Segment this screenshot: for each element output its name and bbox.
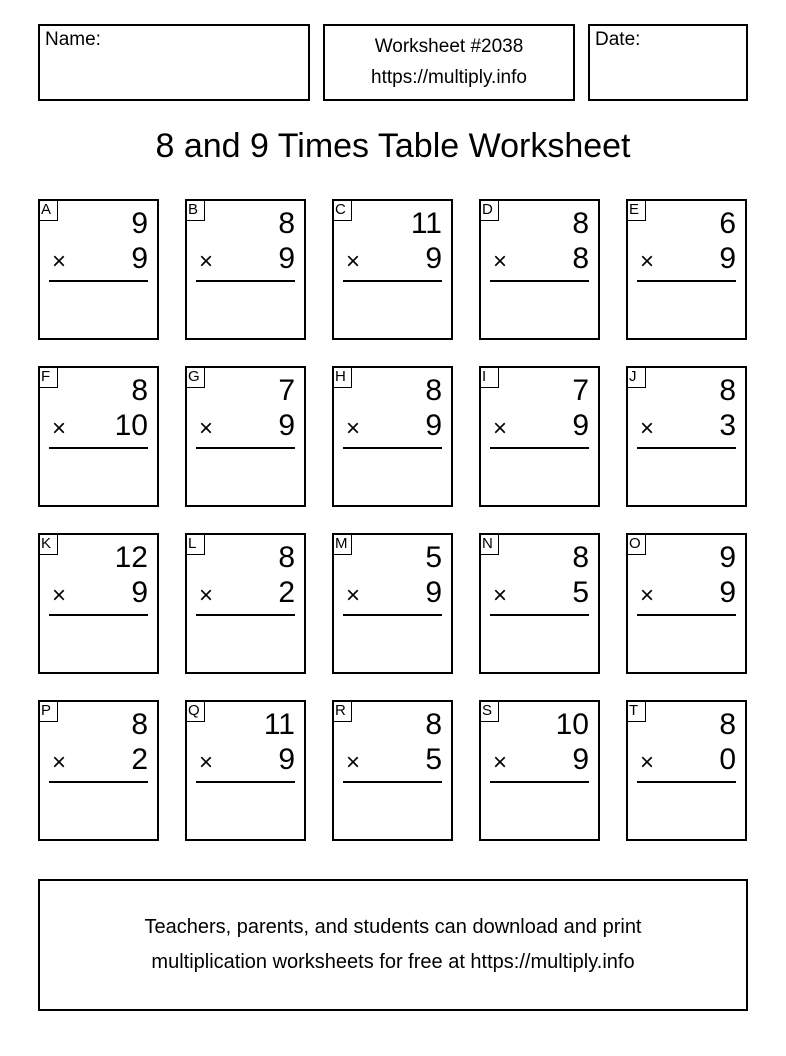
times-sign: × <box>52 415 67 442</box>
multiplier: 8 <box>572 242 589 275</box>
answer-line <box>490 280 589 282</box>
times-sign: × <box>493 749 508 776</box>
problem-card <box>185 700 306 841</box>
multiplicand: 11 <box>410 207 442 240</box>
times-sign: × <box>346 248 361 275</box>
multiplier: 5 <box>572 576 589 609</box>
answer-line <box>196 781 295 783</box>
multiplicand: 9 <box>719 541 736 574</box>
times-sign: × <box>640 248 655 275</box>
answer-line <box>637 447 736 449</box>
problem-letter: R <box>332 700 352 722</box>
answer-line <box>637 781 736 783</box>
times-sign: × <box>199 749 214 776</box>
multiplier: 5 <box>425 743 442 776</box>
answer-line <box>49 280 148 282</box>
problem-card <box>185 533 306 674</box>
times-sign: × <box>346 749 361 776</box>
problem-letter: I <box>479 366 499 388</box>
times-sign: × <box>52 582 67 609</box>
problem-card <box>479 199 600 340</box>
problem-letter: J <box>626 366 646 388</box>
multiplicand: 9 <box>131 207 148 240</box>
times-sign: × <box>640 415 655 442</box>
multiplier: 0 <box>719 743 736 776</box>
answer-line <box>490 614 589 616</box>
problem-card <box>38 700 159 841</box>
problem-card <box>626 700 747 841</box>
multiplier: 9 <box>278 743 295 776</box>
page-title: 8 and 9 Times Table Worksheet <box>155 127 631 165</box>
problem-card <box>332 533 453 674</box>
multiplier: 10 <box>114 409 148 442</box>
problem-letter: M <box>332 533 352 555</box>
multiplicand: 8 <box>572 207 589 240</box>
times-sign: × <box>346 582 361 609</box>
times-sign: × <box>493 582 508 609</box>
problem-card <box>479 700 600 841</box>
answer-line <box>637 614 736 616</box>
multiplicand: 8 <box>719 374 736 407</box>
times-sign: × <box>493 248 508 275</box>
footer-box <box>38 879 748 1011</box>
multiplicand: 8 <box>425 374 442 407</box>
problem-letter: G <box>185 366 205 388</box>
multiplicand: 8 <box>425 708 442 741</box>
answer-line <box>343 614 442 616</box>
problem-letter: L <box>185 533 205 555</box>
problem-card <box>626 199 747 340</box>
problem-letter: A <box>38 199 58 221</box>
multiplier: 9 <box>278 409 295 442</box>
multiplier: 9 <box>278 242 295 275</box>
multiplier: 3 <box>719 409 736 442</box>
multiplier: 9 <box>572 743 589 776</box>
multiplicand: 12 <box>114 541 148 574</box>
multiplicand: 8 <box>278 207 295 240</box>
times-sign: × <box>199 582 214 609</box>
answer-line <box>49 447 148 449</box>
answer-line <box>49 614 148 616</box>
worksheet-number: Worksheet #2038 <box>374 36 524 57</box>
answer-line <box>637 280 736 282</box>
problem-card <box>332 366 453 507</box>
answer-line <box>343 280 442 282</box>
multiplier: 2 <box>278 576 295 609</box>
date-box <box>588 24 748 101</box>
multiplier: 9 <box>131 242 148 275</box>
answer-line <box>196 447 295 449</box>
multiplicand: 7 <box>278 374 295 407</box>
problem-letter: P <box>38 700 58 722</box>
multiplicand: 5 <box>425 541 442 574</box>
problem-card <box>479 533 600 674</box>
multiplier: 9 <box>719 576 736 609</box>
multiplicand: 7 <box>572 374 589 407</box>
multiplier: 9 <box>572 409 589 442</box>
problem-card <box>185 199 306 340</box>
problem-letter: C <box>332 199 352 221</box>
multiplier: 9 <box>131 576 148 609</box>
multiplicand: 11 <box>263 708 295 741</box>
times-sign: × <box>199 248 214 275</box>
multiplicand: 8 <box>278 541 295 574</box>
multiplier: 9 <box>425 409 442 442</box>
problem-card <box>479 366 600 507</box>
footer-line-2: multiplication worksheets for free at https://multiply.info <box>151 951 635 973</box>
times-sign: × <box>52 248 67 275</box>
answer-line <box>343 781 442 783</box>
problem-card <box>38 199 159 340</box>
times-sign: × <box>52 749 67 776</box>
problem-letter: O <box>626 533 646 555</box>
problem-letter: K <box>38 533 58 555</box>
problem-letter: B <box>185 199 205 221</box>
problem-letter: E <box>626 199 646 221</box>
multiplier: 9 <box>425 576 442 609</box>
multiplicand: 8 <box>572 541 589 574</box>
problem-letter: D <box>479 199 499 221</box>
times-sign: × <box>346 415 361 442</box>
multiplicand: 8 <box>719 708 736 741</box>
multiplicand: 6 <box>719 207 736 240</box>
multiplicand: 10 <box>555 708 589 741</box>
problem-letter: H <box>332 366 352 388</box>
problem-card <box>332 700 453 841</box>
problem-card <box>626 533 747 674</box>
answer-line <box>196 614 295 616</box>
problem-card <box>185 366 306 507</box>
multiplicand: 8 <box>131 708 148 741</box>
multiplicand: 8 <box>131 374 148 407</box>
multiplier: 9 <box>425 242 442 275</box>
multiplier: 2 <box>131 743 148 776</box>
multiplier: 9 <box>719 242 736 275</box>
answer-line <box>490 447 589 449</box>
date-label: Date: <box>595 29 641 50</box>
answer-line <box>343 447 442 449</box>
problem-card <box>38 366 159 507</box>
answer-line <box>196 280 295 282</box>
times-sign: × <box>640 749 655 776</box>
times-sign: × <box>493 415 508 442</box>
problem-card <box>332 199 453 340</box>
name-box <box>38 24 310 101</box>
answer-line <box>49 781 148 783</box>
name-label: Name: <box>45 29 101 50</box>
problem-letter: Q <box>185 700 205 722</box>
problem-card <box>38 533 159 674</box>
problem-letter: N <box>479 533 499 555</box>
problem-letter: T <box>626 700 646 722</box>
footer-line-1: Teachers, parents, and students can download and print <box>144 916 642 938</box>
times-sign: × <box>199 415 214 442</box>
problem-letter: S <box>479 700 499 722</box>
answer-line <box>490 781 589 783</box>
worksheet-url: https://multiply.info <box>371 67 527 88</box>
worksheet-id-box <box>323 24 575 101</box>
problem-letter: F <box>38 366 58 388</box>
times-sign: × <box>640 582 655 609</box>
problem-card <box>626 366 747 507</box>
